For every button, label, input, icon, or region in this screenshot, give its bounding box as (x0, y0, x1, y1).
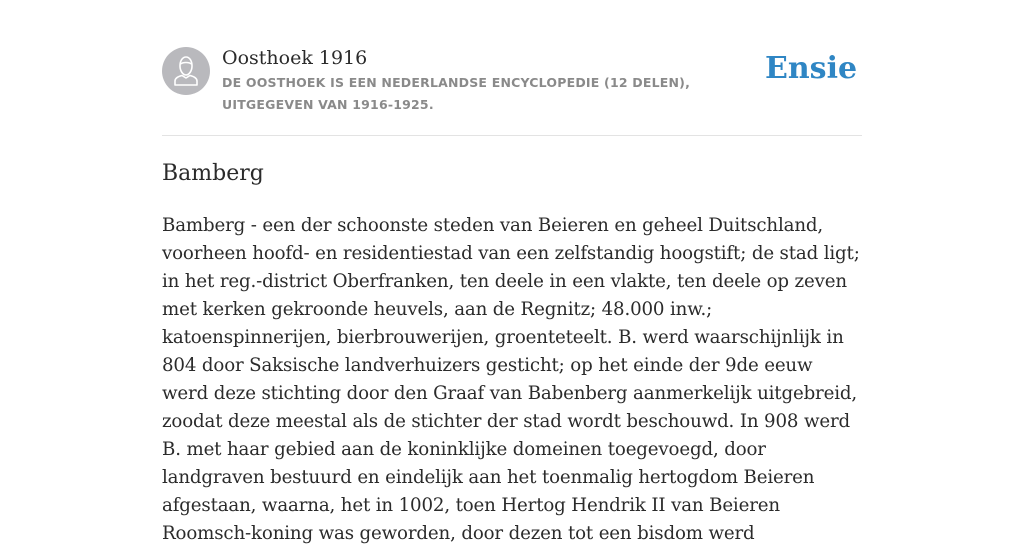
source-avatar[interactable] (162, 47, 210, 95)
user-silhouette-icon (162, 47, 210, 95)
source-header (162, 46, 862, 116)
source-description: DE OOSTHOEK IS EEN NEDERLANDSE ENCYCLOPEDIE (12 DELEN), UITGEGEVEN VAN 1916-1925. (222, 75, 691, 112)
article-body: Bamberg - een der schoonste steden van Beieren en geheel Duitschland, voorheen hoofd- en residentiestad van een zelfstandig hoogstift; de stad ligt; in het reg.-district Oberfranken, ten deele in een vlakte, ten deele op zeven met kerken gekroonde heuvels, aan de Regnitz; 48.000 inw.; katoenspinnerijen, bierbrouwerijen, groenteteelt. B. werd waarschijnlijk in 804 door Saksische landverhuizers gesticht; op het einde der 9de eeuw werd deze stichting door den Graaf van Babenberg aanmerkelijk uitgebreid, zoodat deze meestal als de stichter der stad wordt beschouwd. In 908 werd B. met haar gebied aan de koninklijke domeinen toegevoegd, door landgraven bestuurd en eindelijk aan het toenmalig hertogdom Beieren afgestaan, waarna, het in 1002, toen Hertog Hendrik II van Beieren Roomsch-koning was geworden, door dezen tot een bisdom werd (162, 215, 860, 544)
header-divider (162, 135, 862, 136)
article-title: Bamberg (162, 161, 264, 186)
source-title[interactable]: Oosthoek 1916 (222, 47, 368, 69)
ensie-logo-link[interactable]: Ensie (765, 51, 858, 86)
